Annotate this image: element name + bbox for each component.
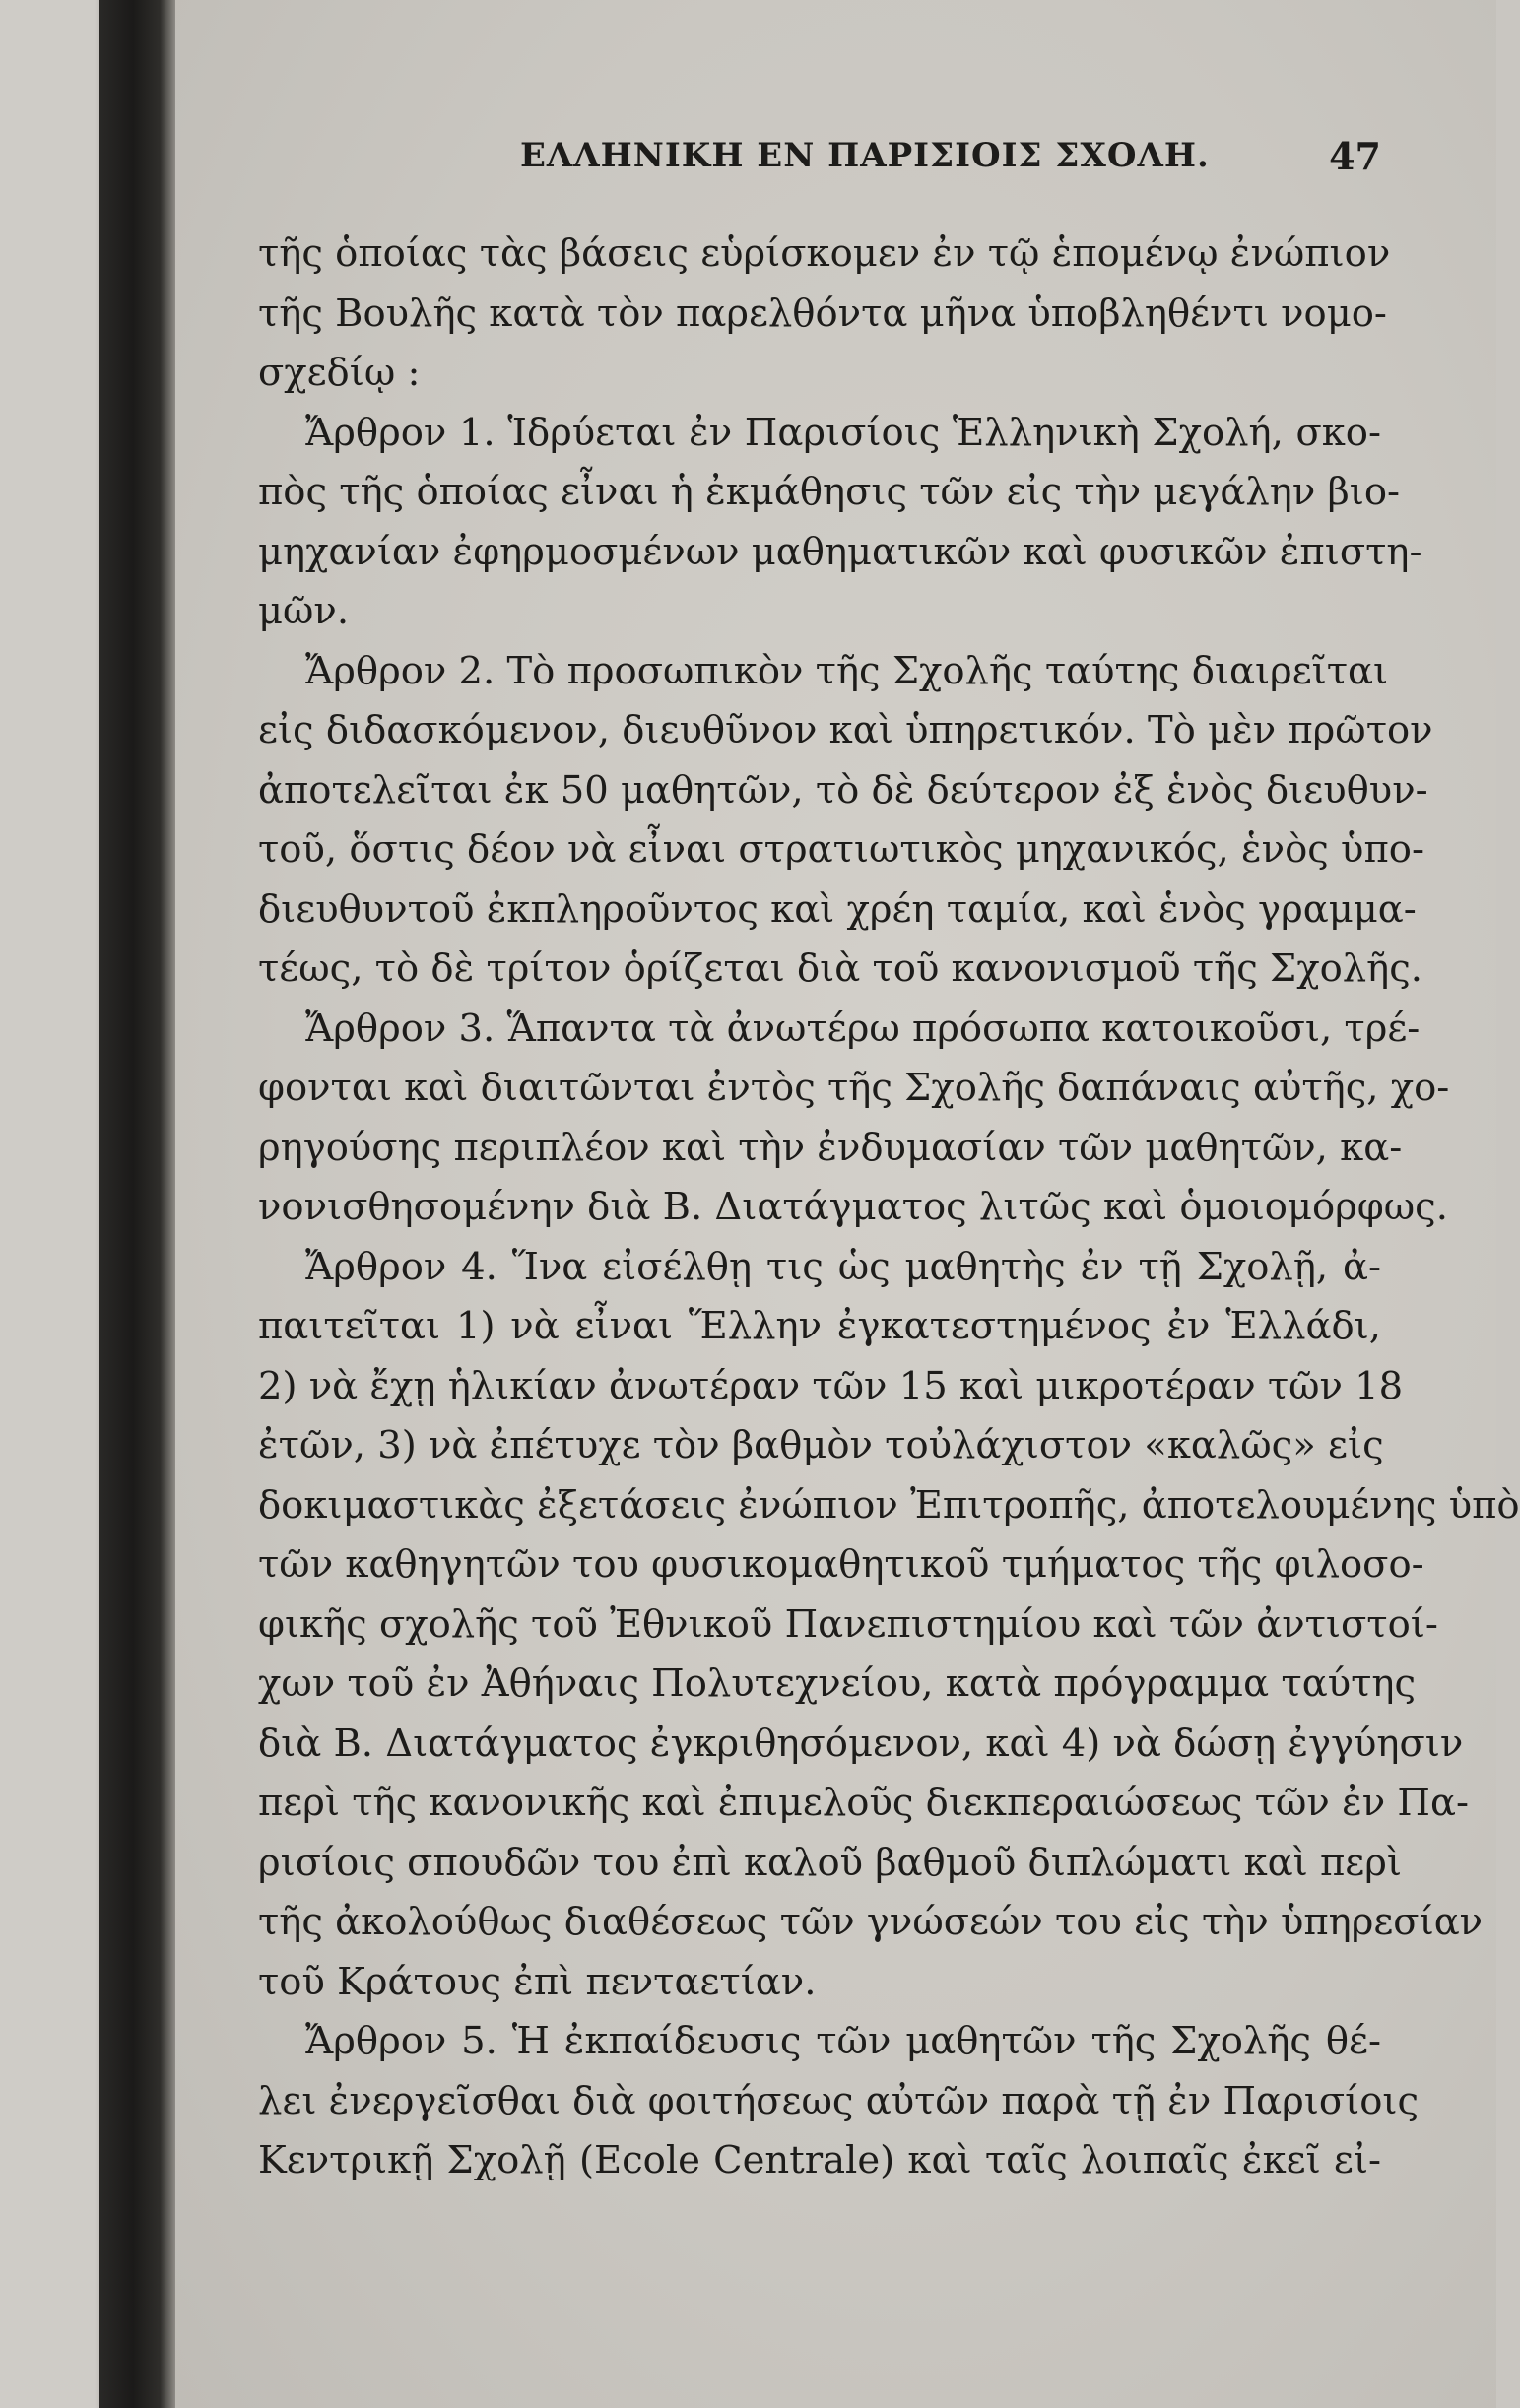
text-line: τῶν καθηγητῶν του φυσικομαθητικοῦ τμήματος τῆς φιλοσο- bbox=[258, 1542, 1424, 1587]
text-line: σχεδίῳ : bbox=[258, 351, 421, 395]
text-line: νονισθησομένην διὰ Β. Διατάγματος λιτῶς καὶ ὁμοιομόρφως. bbox=[258, 1185, 1448, 1229]
text-line: μῶν. bbox=[258, 589, 350, 633]
body-text bbox=[258, 225, 1520, 2191]
text-line: περὶ τῆς κανονικῆς καὶ ἐπιμελοῦς διεκπεραιώσεως τῶν ἐν Πα- bbox=[258, 1781, 1469, 1825]
text-line: λει ἐνεργεῖσθαι διὰ φοιτήσεως αὐτῶν παρὰ τῇ ἐν Παρισίοις bbox=[258, 2078, 1420, 2123]
text-line: τῆς Βουλῆς κατὰ τὸν παρελθόντα μῆνα ὑποβληθέντι νομο- bbox=[258, 291, 1387, 336]
text-line: Ἄρθρον 2. Τὸ προσωπικὸν τῆς Σχολῆς ταύτης διαιρεῖται bbox=[305, 648, 1389, 693]
text-line: τέως, τὸ δὲ τρίτον ὁρίζεται διὰ τοῦ κανονισμοῦ τῆς Σχολῆς. bbox=[258, 946, 1423, 991]
text-line: χων τοῦ ἐν Ἀθήναις Πολυτεχνείου, κατὰ πρόγραμμα ταύτης bbox=[258, 1661, 1417, 1706]
text-line: 2) νὰ ἔχῃ ἡλικίαν ἀνωτέραν τῶν 15 καὶ μικροτέραν τῶν 18 bbox=[258, 1363, 1404, 1408]
text-line: Ἄρθρον 5. Ἡ ἐκπαίδευσις τῶν μαθητῶν τῆς Σχολῆς θέ- bbox=[305, 2019, 1381, 2063]
text-line: δοκιμαστικὰς ἐξετάσεις ἐνώπιον Ἐπιτροπῆς, ἀποτελουμένης ὑπὸ bbox=[258, 1482, 1520, 1528]
page-number: 47 bbox=[1329, 134, 1381, 178]
text-line: μηχανίαν ἐφηρμοσμένων μαθηματικῶν καὶ φυσικῶν ἐπιστη- bbox=[258, 529, 1422, 574]
text-line: διὰ Β. Διατάγματος ἐγκριθησόμενον, καὶ 4) νὰ δώσῃ ἐγγύησιν bbox=[258, 1721, 1464, 1766]
running-title: ΕΛΛΗΝΙΚΗ ΕΝ ΠΑΡΙΣΙΟΙΣ ΣΧΟΛΗ. bbox=[520, 136, 1210, 175]
text-line: Ἄρθρον 3. Ἅπαντα τὰ ἀνωτέρω πρόσωπα κατοικοῦσι, τρέ- bbox=[305, 1006, 1421, 1051]
text-line: παιτεῖται 1) νὰ εἶναι Ἕλλην ἐγκατεστημένος ἐν Ἑλλάδι, bbox=[258, 1304, 1381, 1348]
running-header bbox=[335, 136, 1399, 185]
text-line: ἀποτελεῖται ἐκ 50 μαθητῶν, τὸ δὲ δεύτερον ἐξ ἑνὸς διευθυν- bbox=[258, 767, 1428, 813]
text-line: ρηγούσης περιπλέον καὶ τὴν ἐνδυμασίαν τῶν μαθητῶν, κα- bbox=[258, 1125, 1403, 1170]
text-line: τῆς ἀκολούθως διαθέσεως τῶν γνώσεών του εἰς τὴν ὑπηρεσίαν bbox=[258, 1900, 1484, 1944]
text-line: Ἄρθρον 1. Ἱδρύεται ἐν Παρισίοις Ἑλληνικὴ Σχολή, σκο- bbox=[305, 410, 1381, 455]
text-line: φονται καὶ διαιτῶνται ἐντὸς τῆς Σχολῆς δαπάναις αὐτῆς, χο- bbox=[258, 1066, 1450, 1110]
text-line: ρισίοις σπουδῶν του ἐπὶ καλοῦ βαθμοῦ διπλώματι καὶ περὶ bbox=[258, 1840, 1402, 1885]
text-line: πὸς τῆς ὁποίας εἶναι ἡ ἐκμάθησις τῶν εἰς τὴν μεγάλην βιο- bbox=[258, 470, 1401, 514]
text-line: Ἄρθρον 4. Ἵνα εἰσέλθῃ τις ὡς μαθητὴς ἐν τῇ Σχολῇ, ἀ- bbox=[305, 1244, 1381, 1289]
text-line: τῆς ὁποίας τὰς βάσεις εὑρίσκομεν ἐν τῷ ἑπομένῳ ἐνώπιον bbox=[258, 231, 1391, 276]
text-line: τοῦ, ὅστις δέον νὰ εἶναι στρατιωτικὸς μηχανικός, ἑνὸς ὑπο- bbox=[258, 827, 1424, 872]
text-line: Κεντρικῇ Σχολῇ (Ecole Centrale) καὶ ταῖς λοιπαῖς ἐκεῖ εἰ- bbox=[258, 2138, 1381, 2182]
scan-margin bbox=[0, 0, 99, 2408]
text-line: διευθυντοῦ ἐκπληροῦντος καὶ χρέη ταμία, καὶ ἑνὸς γραμμα- bbox=[258, 886, 1417, 932]
text-line: ἐτῶν, 3) νὰ ἐπέτυχε τὸν βαθμὸν τοὐλάχιστον «καλῶς» εἰς bbox=[258, 1423, 1384, 1467]
text-line: εἰς διδασκόμενον, διευθῦνον καὶ ὑπηρετικόν. Τὸ μὲν πρῶτον bbox=[258, 708, 1433, 752]
text-line: φικῆς σχολῆς τοῦ Ἐθνικοῦ Πανεπιστημίου καὶ τῶν ἀντιστοί- bbox=[258, 1601, 1438, 1647]
book-binding-shadow bbox=[99, 0, 175, 2408]
text-line: τοῦ Κράτους ἐπὶ πενταετίαν. bbox=[258, 1959, 817, 2004]
